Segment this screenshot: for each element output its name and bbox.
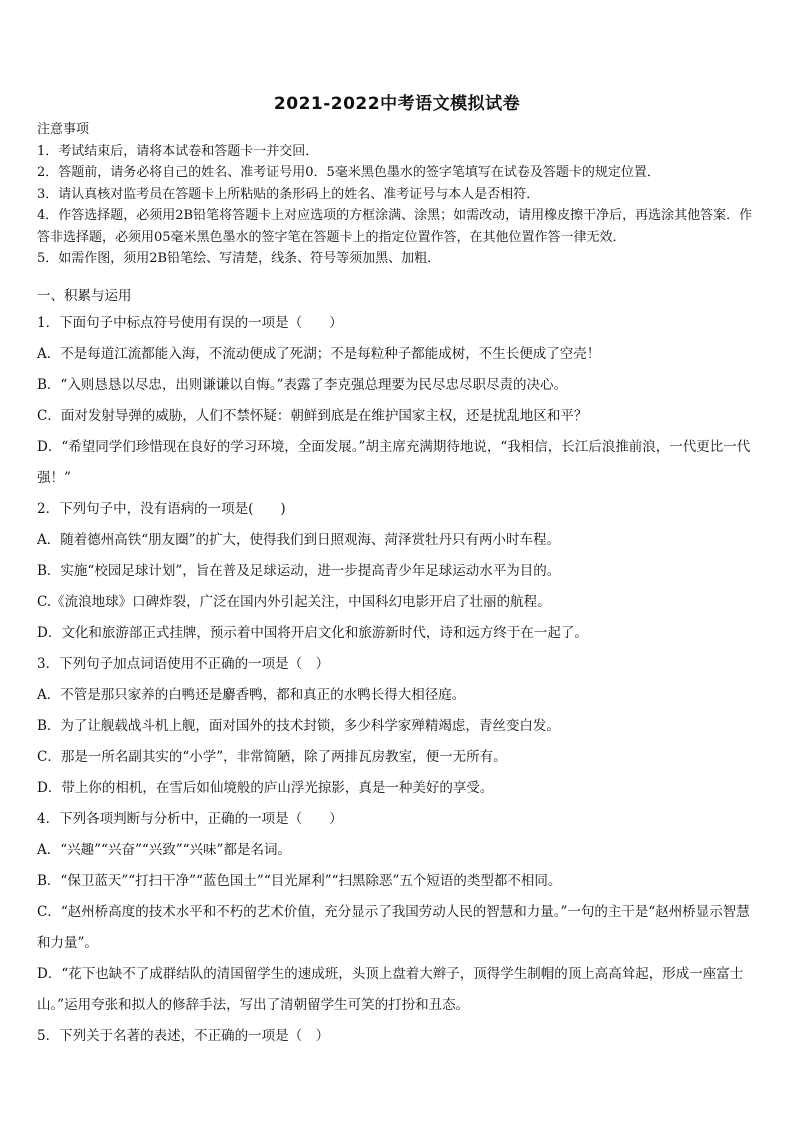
question-option: D．带上你的相机，在雪后如仙境般的庐山浮光掠影，真是一种美好的享受。 [37,780,494,796]
question-option: A．不管是那只家养的白鸭还是麝香鸭，都和真正的水鸭长得大相径庭。 [37,687,466,703]
question-option: B．为了让舰载战斗机上舰，面对国外的技术封锁，多少科学家殚精竭虑，青丝变白发。 [37,718,560,734]
notice-item: 4．作答选择题，必须用2B铅笔将答题卡上对应选项的方框涂满、涂黑；如需改动，请用橡皮擦干净后，再选涂其他答案．作答非选择题，必须用05毫米黑色墨水的签字笔在答题卡上的指定位置作答，在其他位置作答一律无效． [37,208,753,245]
question-option: C．那是一所名副其实的“小学”，非常简陋，除了两排瓦房教室，便一无所有。 [37,749,507,765]
question-stem: 5．下列关于名著的表述，不正确的一项是（ ） [37,1028,330,1044]
question-option: D．文化和旅游部正式挂牌，预示着中国将开启文化和旅游新时代，诗和远方终于在一起了。 [37,625,588,641]
notice-heading: 注意事项 [37,122,90,137]
question-stem: 3．下列句子加点词语使用不正确的一项是（ ） [37,656,330,672]
question-option: B．“入则恳恳以尽忠，出则谦谦以自悔。”表露了李克强总理要为民尽忠尽职尽责的决心。 [37,377,567,393]
question-option: D．“花下也缺不了成群结队的清国留学生的速成班，头顶上盘着大辫子，顶得学生制帽的顶上高高耸起，形成一座富士山。”运用夸张和拟人的修辞手法，写出了清朝留学生可笑的打扮和丑态。 [37,966,744,1013]
notice-item: 1．考试结束后，请将本试卷和答题卡一并交回． [37,143,319,159]
question-stem: 4．下列各项判断与分析中，正确的一项是（ ） [37,811,343,827]
question-option: A．“兴趣”“兴奋”“兴致”“兴味”都是名词。 [37,842,291,858]
question-option: C．“赵州桥高度的技术水平和不朽的艺术价值，充分显示了我国劳动人民的智慧和力量。”一句的主干是“赵州桥显示智慧和力量”。 [37,904,750,951]
exam-title: 2021-2022中考语文模拟试卷 [273,94,521,114]
notice-block [37,119,757,270]
notice-item: 3．请认真核对监考员在答题卡上所粘贴的条形码上的姓名、准考证号与本人是否相符． [37,186,540,202]
question-stem: 1．下面句子中标点符号使用有误的一项是（ ） [37,315,343,331]
question-option: A．随着德州高铁“朋友圈”的扩大，使得我们到日照观海、菏泽赏牡丹只有两小时车程。 [37,532,561,548]
question-option: B．实施“校园足球计划”，旨在普及足球运动，进一步提高青少年足球运动水平为目的。 [37,563,561,579]
question-stem: 2．下列句子中，没有语病的一项是( ) [37,501,286,517]
question-option: B．“保卫蓝天”“打扫干净”“蓝色国土”“目光犀利”“扫黑除恶”五个短语的类型都不相同。 [37,873,562,889]
question-option: C.《流浪地球》口碑炸裂，广泛在国内外引起关注，中国科幻电影开启了壮丽的航程。 [37,594,551,610]
question-option: C．面对发射导弹的威胁，人们不禁怀疑：朝鲜到底是在维护国家主权，还是扰乱地区和平？ [37,408,588,424]
questions-block [37,285,757,1056]
question-option: A．不是每道江流都能入海，不流动便成了死湖；不是每粒种子都能成树，不生长便成了空壳！ [37,346,601,362]
question-option: D．“希望同学们珍惜现在良好的学习环境，全面发展。”胡主席充满期待地说，“我相信，长江后浪推前浪，一代更比一代强！” [37,439,751,486]
notice-item: 5．如需作图，须用2B铅笔绘、写清楚，线条、符号等须加黑、加粗． [37,251,441,266]
section-heading: 一、积累与运用 [37,288,132,304]
notice-item: 2．答题前，请务必将自己的姓名、准考证号用0．5毫米黑色墨水的签字笔填写在试卷及答题卡的规定位置． [37,165,660,180]
